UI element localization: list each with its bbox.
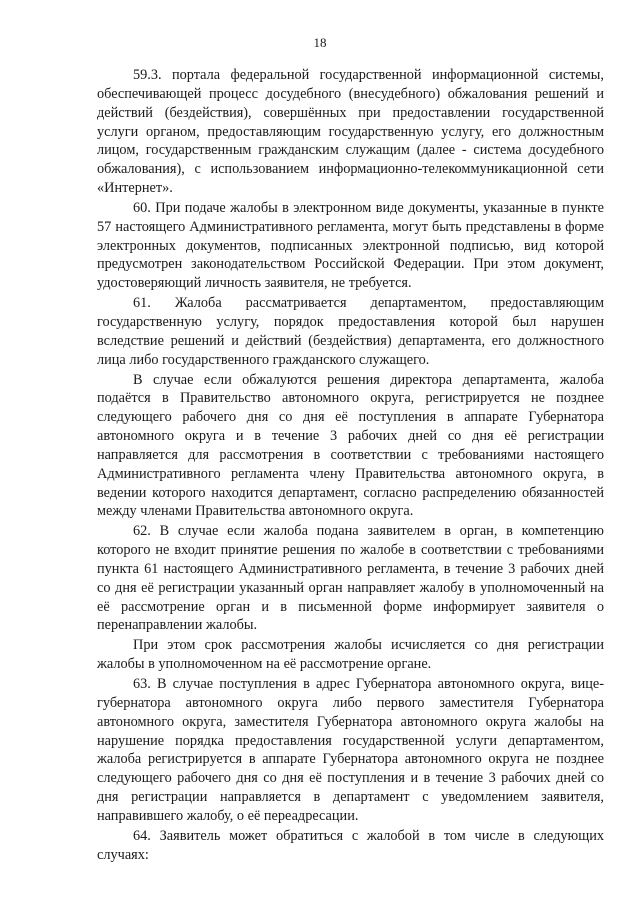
paragraph-61: 61. Жалоба рассматривается департаментом, предоставляющим государственную услугу, порядок предоставления которой был нарушен вследствие решений и действий (бездействия) департамента, его должностного лица либо государственного гражданского служащего. <box>97 295 604 368</box>
paragraph-61-director-appeal: В случае если обжалуются решения директора департамента, жалоба подаётся в Правительство автономного округа, регистрируется не позднее следующего рабочего дня со дня её поступления в аппарате Губернатора автономного округа и в течение 3 рабочих дней со дня её регистрации направляется для рассмотрения в соответствии с требованиями настоящего Административного регламента члену Правительства автономного округа, в ведении которого находится департамент, согласно распределению обязанностей между членами Правительства автономного округа. <box>97 371 604 520</box>
page-number: 18 <box>313 35 327 50</box>
document-body <box>97 66 604 864</box>
paragraph-62-review-term: При этом срок рассмотрения жалобы исчисляется со дня регистрации жалобы в уполномоченном на её рассмотрение органе. <box>97 637 604 673</box>
paragraph-62: 62. В случае если жалоба подана заявителем в орган, в компетенцию которого не входит принятие решения по жалобе в соответствии с требованиями пункта 61 настоящего Административного регламента, в течение 3 рабочих дней со дня её регистрации указанный орган направляет жалобу в уполномоченный на её рассмотрение орган и в письменной форме информирует заявителя о перенаправлении жалобы. <box>97 523 604 634</box>
paragraph-60: 60. При подаче жалобы в электронном виде документы, указанные в пункте 57 настоящего Административного регламента, могут быть представлены в форме электронных документов, подписанных электронной подписью, вид которой предусмотрен законодательством Российской Федерации. При этом документ, удостоверяющий личность заявителя, не требуется. <box>97 199 604 292</box>
paragraph-63: 63. В случае поступления в адрес Губернатора автономного округа, вице-губернатора автономного округа либо первого заместителя Губернатора автономного округа, заместителя Губернатора автономного округа жалобы на нарушение порядка предоставления государственной услуги департаментом, жалоба регистрируется в аппарате Губернатора автономного округа не позднее следующего рабочего дня со дня её поступления и в течение 3 рабочих дней со дня регистрации направляется в департамент с уведомлением заявителя, направившего жалобу, о её переадресации. <box>97 676 604 824</box>
paragraph-64: 64. Заявитель может обратиться с жалобой в том числе в следующих случаях: <box>97 827 604 863</box>
paragraph-59-3: 59.3. портала федеральной государственной информационной системы, обеспечивающей процесс досудебного (внесудебного) обжалования решений и действий (бездействия), совершённых при предоставлении государственной услуги органом, предоставляющим государственную услугу, его должностным лицом, государственным гражданским служащим (далее - система досудебного обжалования), с использованием информационно-телекоммуникационной сети «Интернет». <box>97 67 604 197</box>
